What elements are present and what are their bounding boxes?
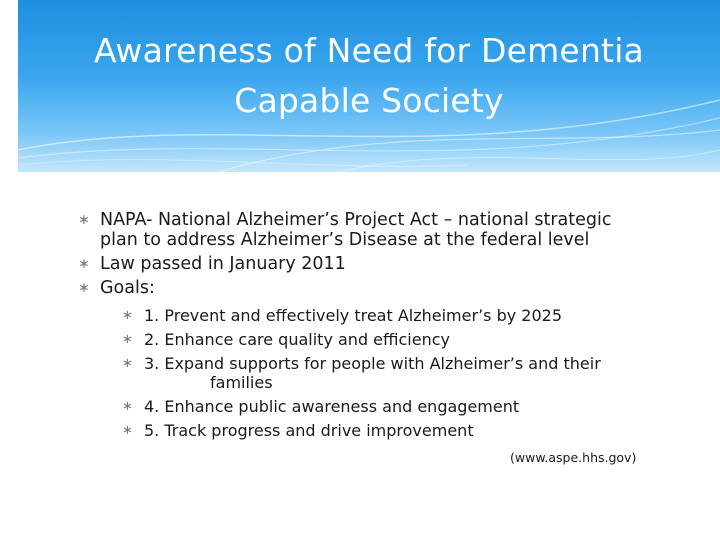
content-area bbox=[78, 210, 698, 445]
goal-item-4-text: 4. Enhance public awareness and engagement bbox=[144, 397, 520, 416]
bullet-napa bbox=[78, 210, 698, 250]
goal-item-2 bbox=[122, 330, 698, 349]
goal-item-1-text: 1. Prevent and effectively treat Alzheimer’s by 2025 bbox=[144, 306, 562, 325]
goals-list bbox=[78, 306, 698, 440]
goal-item-5-text: 5. Track progress and drive improvement bbox=[144, 421, 474, 440]
bullet-icon: ∗ bbox=[122, 308, 133, 323]
bullet-icon: ∗ bbox=[78, 212, 90, 228]
source-citation: (www.aspe.hhs.gov) bbox=[510, 450, 637, 465]
bullet-law-text: Law passed in January 2011 bbox=[100, 254, 346, 274]
bullet-napa-line-1: NAPA- National Alzheimer’s Project Act – national strategic bbox=[100, 210, 612, 230]
bullet-icon: ∗ bbox=[122, 356, 133, 371]
bullet-icon: ∗ bbox=[78, 256, 90, 272]
bullet-goals bbox=[78, 278, 698, 298]
bullet-icon: ∗ bbox=[122, 332, 133, 347]
title-line-2: Capable Society bbox=[234, 81, 504, 120]
title-line-1: Awareness of Need for Dementia bbox=[94, 31, 644, 70]
goal-item-1 bbox=[122, 306, 698, 325]
slide-title bbox=[18, 26, 720, 126]
goal-item-3-line-2: families bbox=[210, 373, 273, 392]
bullet-napa-line-2: plan to address Alzheimer’s Disease at the federal level bbox=[100, 230, 590, 250]
goal-item-4 bbox=[122, 397, 698, 416]
bullet-icon: ∗ bbox=[78, 280, 90, 296]
bullet-law bbox=[78, 254, 698, 274]
goal-item-3 bbox=[122, 354, 698, 392]
bullet-icon: ∗ bbox=[122, 399, 133, 414]
goal-item-2-text: 2. Enhance care quality and efficiency bbox=[144, 330, 450, 349]
bullet-icon: ∗ bbox=[122, 423, 133, 438]
goal-item-3-line-1: 3. Expand supports for people with Alzheimer’s and their bbox=[144, 354, 601, 373]
goal-item-5 bbox=[122, 421, 698, 440]
bullet-goals-text: Goals: bbox=[100, 278, 155, 298]
